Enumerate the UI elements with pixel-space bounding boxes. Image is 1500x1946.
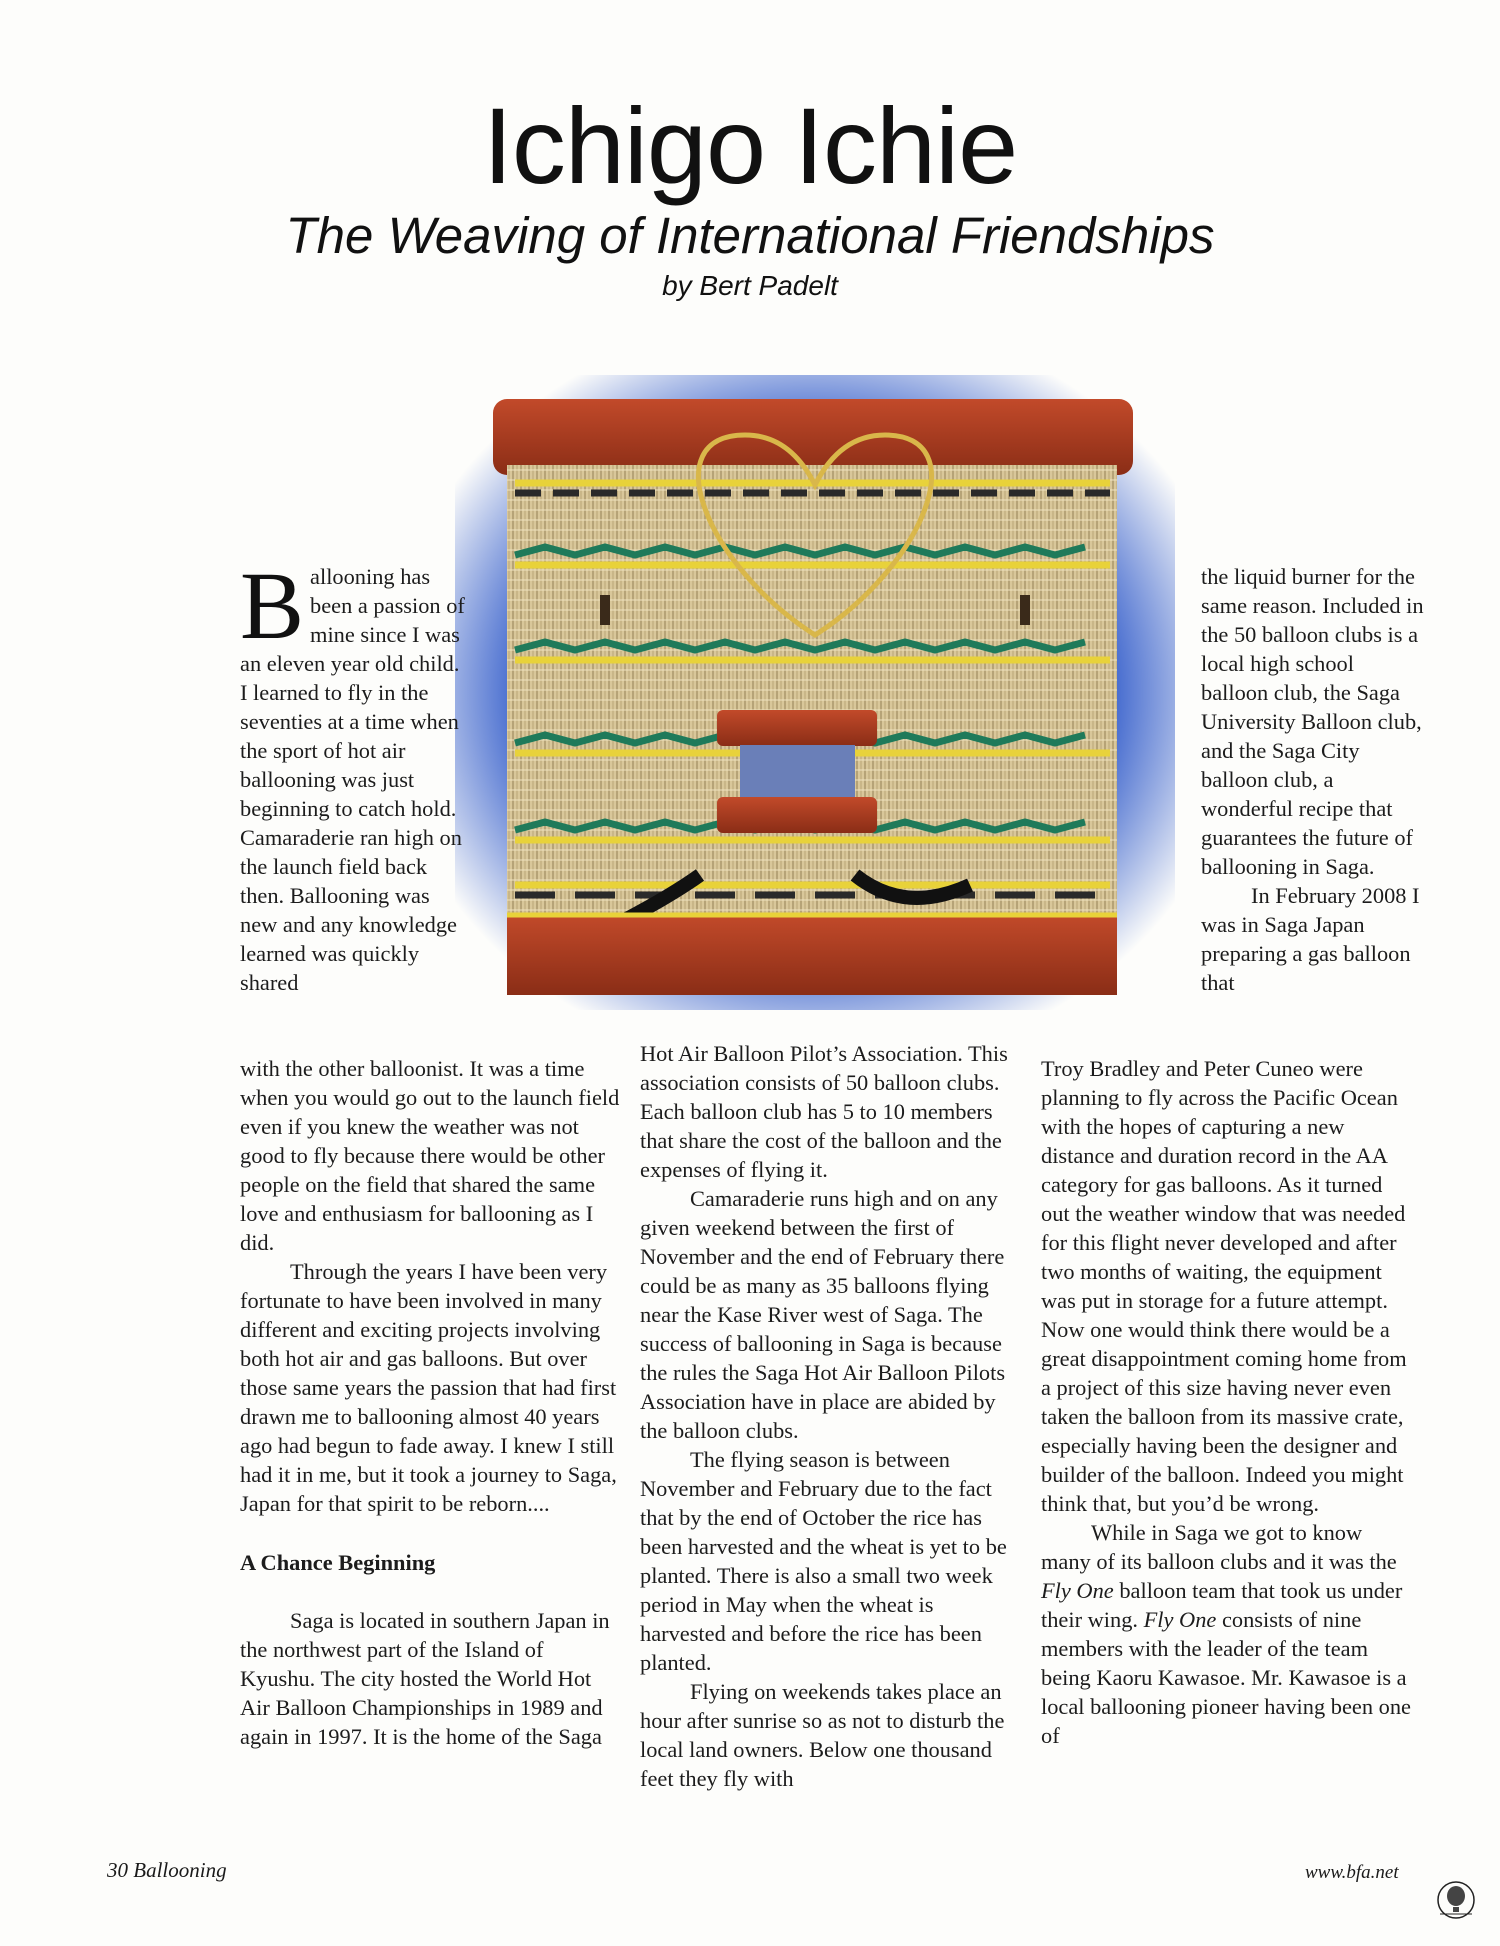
article-paragraph: Troy Bradley and Peter Cuneo were planning to fly across the Pacific Ocean with the hopes of capturing a new distance and duration record in the AA category for gas balloons. As it turned out the weather window that was needed for this flight never developed and after two months of waiting, the equipment was put in storage for a future attempt. Now one would think there would be a great disappointment coming home from a project of this size having never even taken the balloon from its massive crate, especially having been the designer and builder of the balloon. Indeed you might think that, but you’d be wrong. — [1041, 1056, 1407, 1516]
article-paragraph — [1041, 1518, 1416, 1750]
article-paragraph: The flying season is between November and February due to the fact that by the end of October the rice has been harvested and the wheat is yet to be planted. There is also a small two week period in May when the wheat is harvested and before the rice has been planted. — [640, 1447, 1007, 1675]
column-3-bottom — [1041, 1054, 1416, 1750]
article-paragraph: Through the years I have been very fortunate to have been involved in many different and exciting projects involving both hot air and gas balloons. But over those same years the passion that had first drawn me to ballooning almost 40 years ago had begun to fade away. I knew I still had it in me, but it took a journey to Saga, Japan for that spirit to be reborn.... — [240, 1259, 617, 1516]
column-1-bottom — [240, 1054, 620, 1751]
footer-url: www.bfa.net — [1305, 1862, 1399, 1883]
team-name: Fly One — [1041, 1578, 1114, 1603]
byline: by Bert Padelt — [662, 270, 838, 301]
balloon-basket-photo — [455, 375, 1175, 1010]
article-paragraph: Saga is located in southern Japan in the northwest part of the Island of Kyushu. The city hosted the World Hot Air Balloon Championships in 1989 and again in 1997. It is the home of the Saga — [240, 1608, 610, 1749]
page-footer-folio: 30 Ballooning — [107, 1858, 227, 1882]
page-title: Ichigo Ichie — [482, 85, 1018, 206]
article-paragraph: Camaraderie runs high and on any given weekend between the first of November and the end of February there could be as many as 35 balloons flying near the Kase River west of Saga. The success of ballooning in Saga is because the rules the Saga Hot Air Balloon Pilots Association have in place are abided by the balloon clubs. — [640, 1186, 1006, 1443]
balloon-logo-icon — [1436, 1880, 1476, 1920]
article-paragraph: In February 2008 I was in Saga Japan preparing a gas balloon that — [1201, 883, 1420, 995]
column-3-top — [1201, 562, 1426, 997]
page-subtitle: The Weaving of International Friendships — [285, 207, 1215, 264]
article-paragraph: Flying on weekends takes place an hour after sunrise so as not to disturb the local land owners. Below one thousand feet they fly with — [640, 1679, 1005, 1791]
article-paragraph: allooning has been a passion of mine since I was an eleven year old child. I learned to fly in the seventies at a time when the sport of hot air ballooning was just beginning to catch hold. Camaraderie ran high on the launch field back then. Ballooning was new and any knowledge learned was quickly shared — [240, 564, 465, 995]
text-run: balloon team that took us under their wing. — [1041, 1578, 1403, 1632]
article-paragraph: with the other balloonist. It was a time when you would go out to the launch field even if you knew the weather was not good to fly because there would be other people on the field that shared the same love and enthusiasm for ballooning as I did. — [240, 1056, 620, 1255]
team-name: Fly One — [1143, 1607, 1217, 1632]
article-paragraph: Hot Air Balloon Pilot’s Association. This association consists of 50 balloon clubs. Each balloon club has 5 to 10 members that share the cost of the balloon and the expenses of flying it. — [640, 1041, 1008, 1182]
drop-cap: B — [240, 552, 305, 659]
text-run: While in Saga we got to know many of its balloon clubs and it was the — [1041, 1520, 1397, 1574]
text-run: consists of nine members with the leader of the team being Kaoru Kawasoe. Mr. Kawasoe is a local ballooning pioneer having been one of — [1041, 1607, 1411, 1748]
article-paragraph: the liquid burner for the same reason. Included in the 50 balloon clubs is a local high school balloon club, the Saga University Balloon club, and the Saga City balloon club, a wonderful recipe that guarantees the future of ballooning in Saga. — [1201, 564, 1424, 879]
section-heading: A Chance Beginning — [240, 1550, 436, 1575]
column-1-top — [240, 552, 470, 997]
column-2 — [640, 1039, 1020, 1793]
